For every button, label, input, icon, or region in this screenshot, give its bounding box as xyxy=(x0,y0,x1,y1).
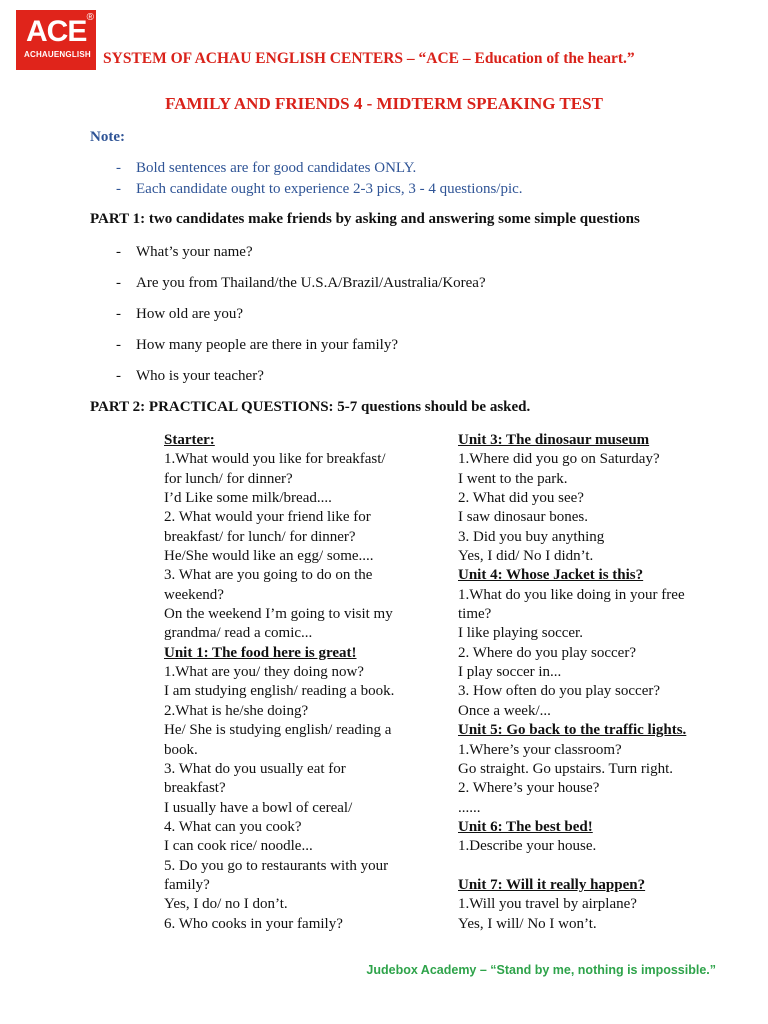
question-line: 3. What are you going to do on the xyxy=(164,567,373,584)
question-line: ...... xyxy=(458,799,481,816)
question-line: 2. What would your friend like for xyxy=(164,509,371,526)
question-line: 2.What is he/she doing? xyxy=(164,702,309,719)
question-line: 5. Do you go to restaurants with your xyxy=(164,857,389,874)
question-line: I like playing soccer. xyxy=(458,625,583,642)
question-line: 1.What do you like doing in your free xyxy=(458,586,685,603)
unit-heading: Unit 1: The food here is great! xyxy=(164,644,357,661)
note-label: Note: xyxy=(90,129,125,145)
question-line: Yes, I did/ No I didn’t. xyxy=(458,548,594,565)
question-line: 1.Where did you go on Saturday? xyxy=(458,451,660,468)
question-line: book. xyxy=(164,741,198,758)
question-line: I saw dinosaur bones. xyxy=(458,509,588,526)
part2-right-column xyxy=(458,431,686,934)
unit-heading: Unit 4: Whose Jacket is this? xyxy=(458,567,644,584)
question-line: Once a week/... xyxy=(458,702,551,719)
part1-question: - What’s your name? xyxy=(116,244,253,260)
question-line: 2. Where do you play soccer? xyxy=(458,644,636,661)
unit-heading: Starter: xyxy=(164,432,215,448)
question-line: grandma/ read a comic... xyxy=(164,625,313,642)
question-line: I’d Like some milk/bread.... xyxy=(164,490,332,507)
note-item: - Each candidate ought to experience 2-3 pics, 3 - 4 questions/pic. xyxy=(116,181,523,197)
part2-heading: PART 2: PRACTICAL QUESTIONS: 5-7 questions should be asked. xyxy=(90,399,531,415)
question-line: 1.Will you travel by airplane? xyxy=(458,896,637,913)
question-line: Yes, I will/ No I won’t. xyxy=(458,915,597,932)
question-line: I went to the park. xyxy=(458,470,568,487)
question-line: weekend? xyxy=(164,586,224,603)
question-line: He/She would like an egg/ some.... xyxy=(164,548,374,565)
unit-heading: Unit 6: The best bed! xyxy=(458,818,593,835)
question-line: 4. What can you cook? xyxy=(164,818,302,835)
part1-question: - Who is your teacher? xyxy=(116,368,264,384)
question-line: breakfast? xyxy=(164,780,226,797)
question-line: 1.What are you/ they doing now? xyxy=(164,664,364,681)
part1-question: - Are you from Thailand/the U.S.A/Brazil/Australia/Korea? xyxy=(116,275,486,291)
spacer xyxy=(458,857,686,876)
question-line: 3. Did you buy anything xyxy=(458,528,605,545)
question-line: 2. What did you see? xyxy=(458,490,584,507)
page-title: FAMILY AND FRIENDS 4 - MIDTERM SPEAKING TEST xyxy=(165,94,603,113)
part1-heading: PART 1: two candidates make friends by asking and answering some simple questions xyxy=(90,211,640,227)
question-line: breakfast/ for lunch/ for dinner? xyxy=(164,528,356,545)
question-line: On the weekend I’m going to visit my xyxy=(164,606,393,623)
question-line: 3. How often do you play soccer? xyxy=(458,683,661,700)
question-line: 3. What do you usually eat for xyxy=(164,760,346,777)
unit-heading: Unit 3: The dinosaur museum xyxy=(458,432,650,448)
question-line: 1.Where’s your classroom? xyxy=(458,741,622,758)
footer-slogan: Judebox Academy – “Stand by me, nothing is impossible.” xyxy=(366,963,716,977)
question-line: I am studying english/ reading a book. xyxy=(164,683,395,700)
logo-subtext: ACHAUENGLISH xyxy=(24,50,91,59)
note-item: - Bold sentences are for good candidates ONLY. xyxy=(116,160,417,176)
part1-question: - How old are you? xyxy=(116,306,244,322)
ace-logo xyxy=(16,10,96,70)
part1-question: - How many people are there in your family? xyxy=(116,337,398,353)
question-line: He/ She is studying english/ reading a xyxy=(164,722,392,739)
question-line: 2. Where’s your house? xyxy=(458,780,600,797)
question-line: family? xyxy=(164,876,210,893)
header-slogan: SYSTEM OF ACHAU ENGLISH CENTERS – “ACE – Education of the heart.” xyxy=(103,50,635,67)
registered-mark: ® xyxy=(86,12,94,23)
question-line: time? xyxy=(458,606,492,623)
question-line: I play soccer in... xyxy=(458,664,562,681)
unit-heading: Unit 7: Will it really happen? xyxy=(458,876,646,893)
logo-text: ACE xyxy=(26,15,87,48)
question-line: 1.What would you like for breakfast/ xyxy=(164,451,386,468)
question-line: 1.Describe your house. xyxy=(458,838,597,855)
unit-heading: Unit 5: Go back to the traffic lights. xyxy=(458,722,687,739)
part2-left-column xyxy=(164,431,394,934)
question-line: I usually have a bowl of cereal/ xyxy=(164,799,353,816)
question-line: for lunch/ for dinner? xyxy=(164,470,293,487)
question-line: Yes, I do/ no I don’t. xyxy=(164,896,288,913)
question-line: 6. Who cooks in your family? xyxy=(164,915,343,932)
question-line: Go straight. Go upstairs. Turn right. xyxy=(458,760,674,777)
question-line: I can cook rice/ noodle... xyxy=(164,838,313,855)
